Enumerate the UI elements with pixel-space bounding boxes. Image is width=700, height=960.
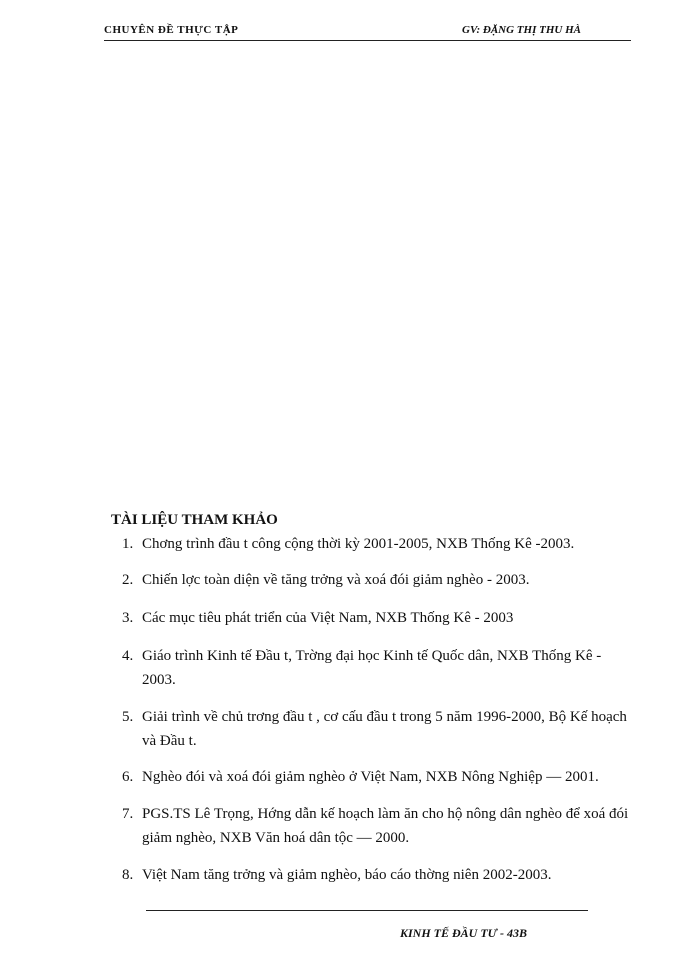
reference-number: 1. [122, 536, 134, 552]
reference-number: 4. [122, 648, 134, 664]
reference-item [122, 802, 634, 850]
footer-divider [146, 910, 588, 911]
references-title: TÀI LIỆU THAM KHẢO [111, 512, 278, 528]
reference-text: Các mục tiêu phát triển của Việt Nam, NXB Thống Kê - 2003 [142, 610, 514, 626]
reference-number: 2. [122, 572, 134, 588]
reference-item [122, 568, 634, 592]
reference-number: 5. [122, 709, 134, 725]
reference-text: Giáo trình Kinh tế Đầu t, Trờng đại học Kinh tế Quốc dân, NXB Thống Kê - 2003. [142, 648, 602, 688]
reference-item [122, 532, 634, 556]
reference-item [122, 606, 634, 630]
reference-item [122, 863, 634, 887]
reference-text: Giải trình về chủ trơng đầu t , cơ cấu đầu t trong 5 năm 1996-2000, Bộ Kế hoạch và Đầu t. [142, 709, 627, 749]
reference-item [122, 765, 634, 789]
footer-text: KINH TẾ ĐẦU TƯ - 43B [400, 926, 527, 940]
reference-item [122, 644, 634, 692]
reference-number: 7. [122, 806, 134, 822]
header-left-text: CHUYÊN ĐỀ THỰC TẬP [104, 24, 239, 36]
reference-number: 8. [122, 867, 134, 883]
header-right-text: GV: ĐẶNG THỊ THU HÀ [462, 24, 581, 36]
reference-number: 3. [122, 610, 134, 626]
reference-number: 6. [122, 769, 134, 785]
header-divider [104, 40, 631, 41]
reference-text: Chiến lợc toàn diện về tăng trởng và xoá đói giảm nghèo - 2003. [142, 572, 530, 588]
reference-text: Việt Nam tăng trởng và giảm nghèo, báo cáo thờng niên 2002-2003. [142, 867, 552, 883]
reference-text: Chơng trình đầu t công cộng thời kỳ 2001-2005, NXB Thống Kê -2003. [142, 536, 575, 552]
reference-text: Nghèo đói và xoá đói giảm nghèo ở Việt Nam, NXB Nông Nghiệp — 2001. [142, 769, 599, 785]
reference-text: PGS.TS Lê Trọng, Hớng dẫn kế hoạch làm ăn cho hộ nông dân nghèo để xoá đói giảm nghèo, NXB Văn hoá dân tộc — 2000. [142, 806, 629, 846]
reference-item [122, 705, 634, 753]
